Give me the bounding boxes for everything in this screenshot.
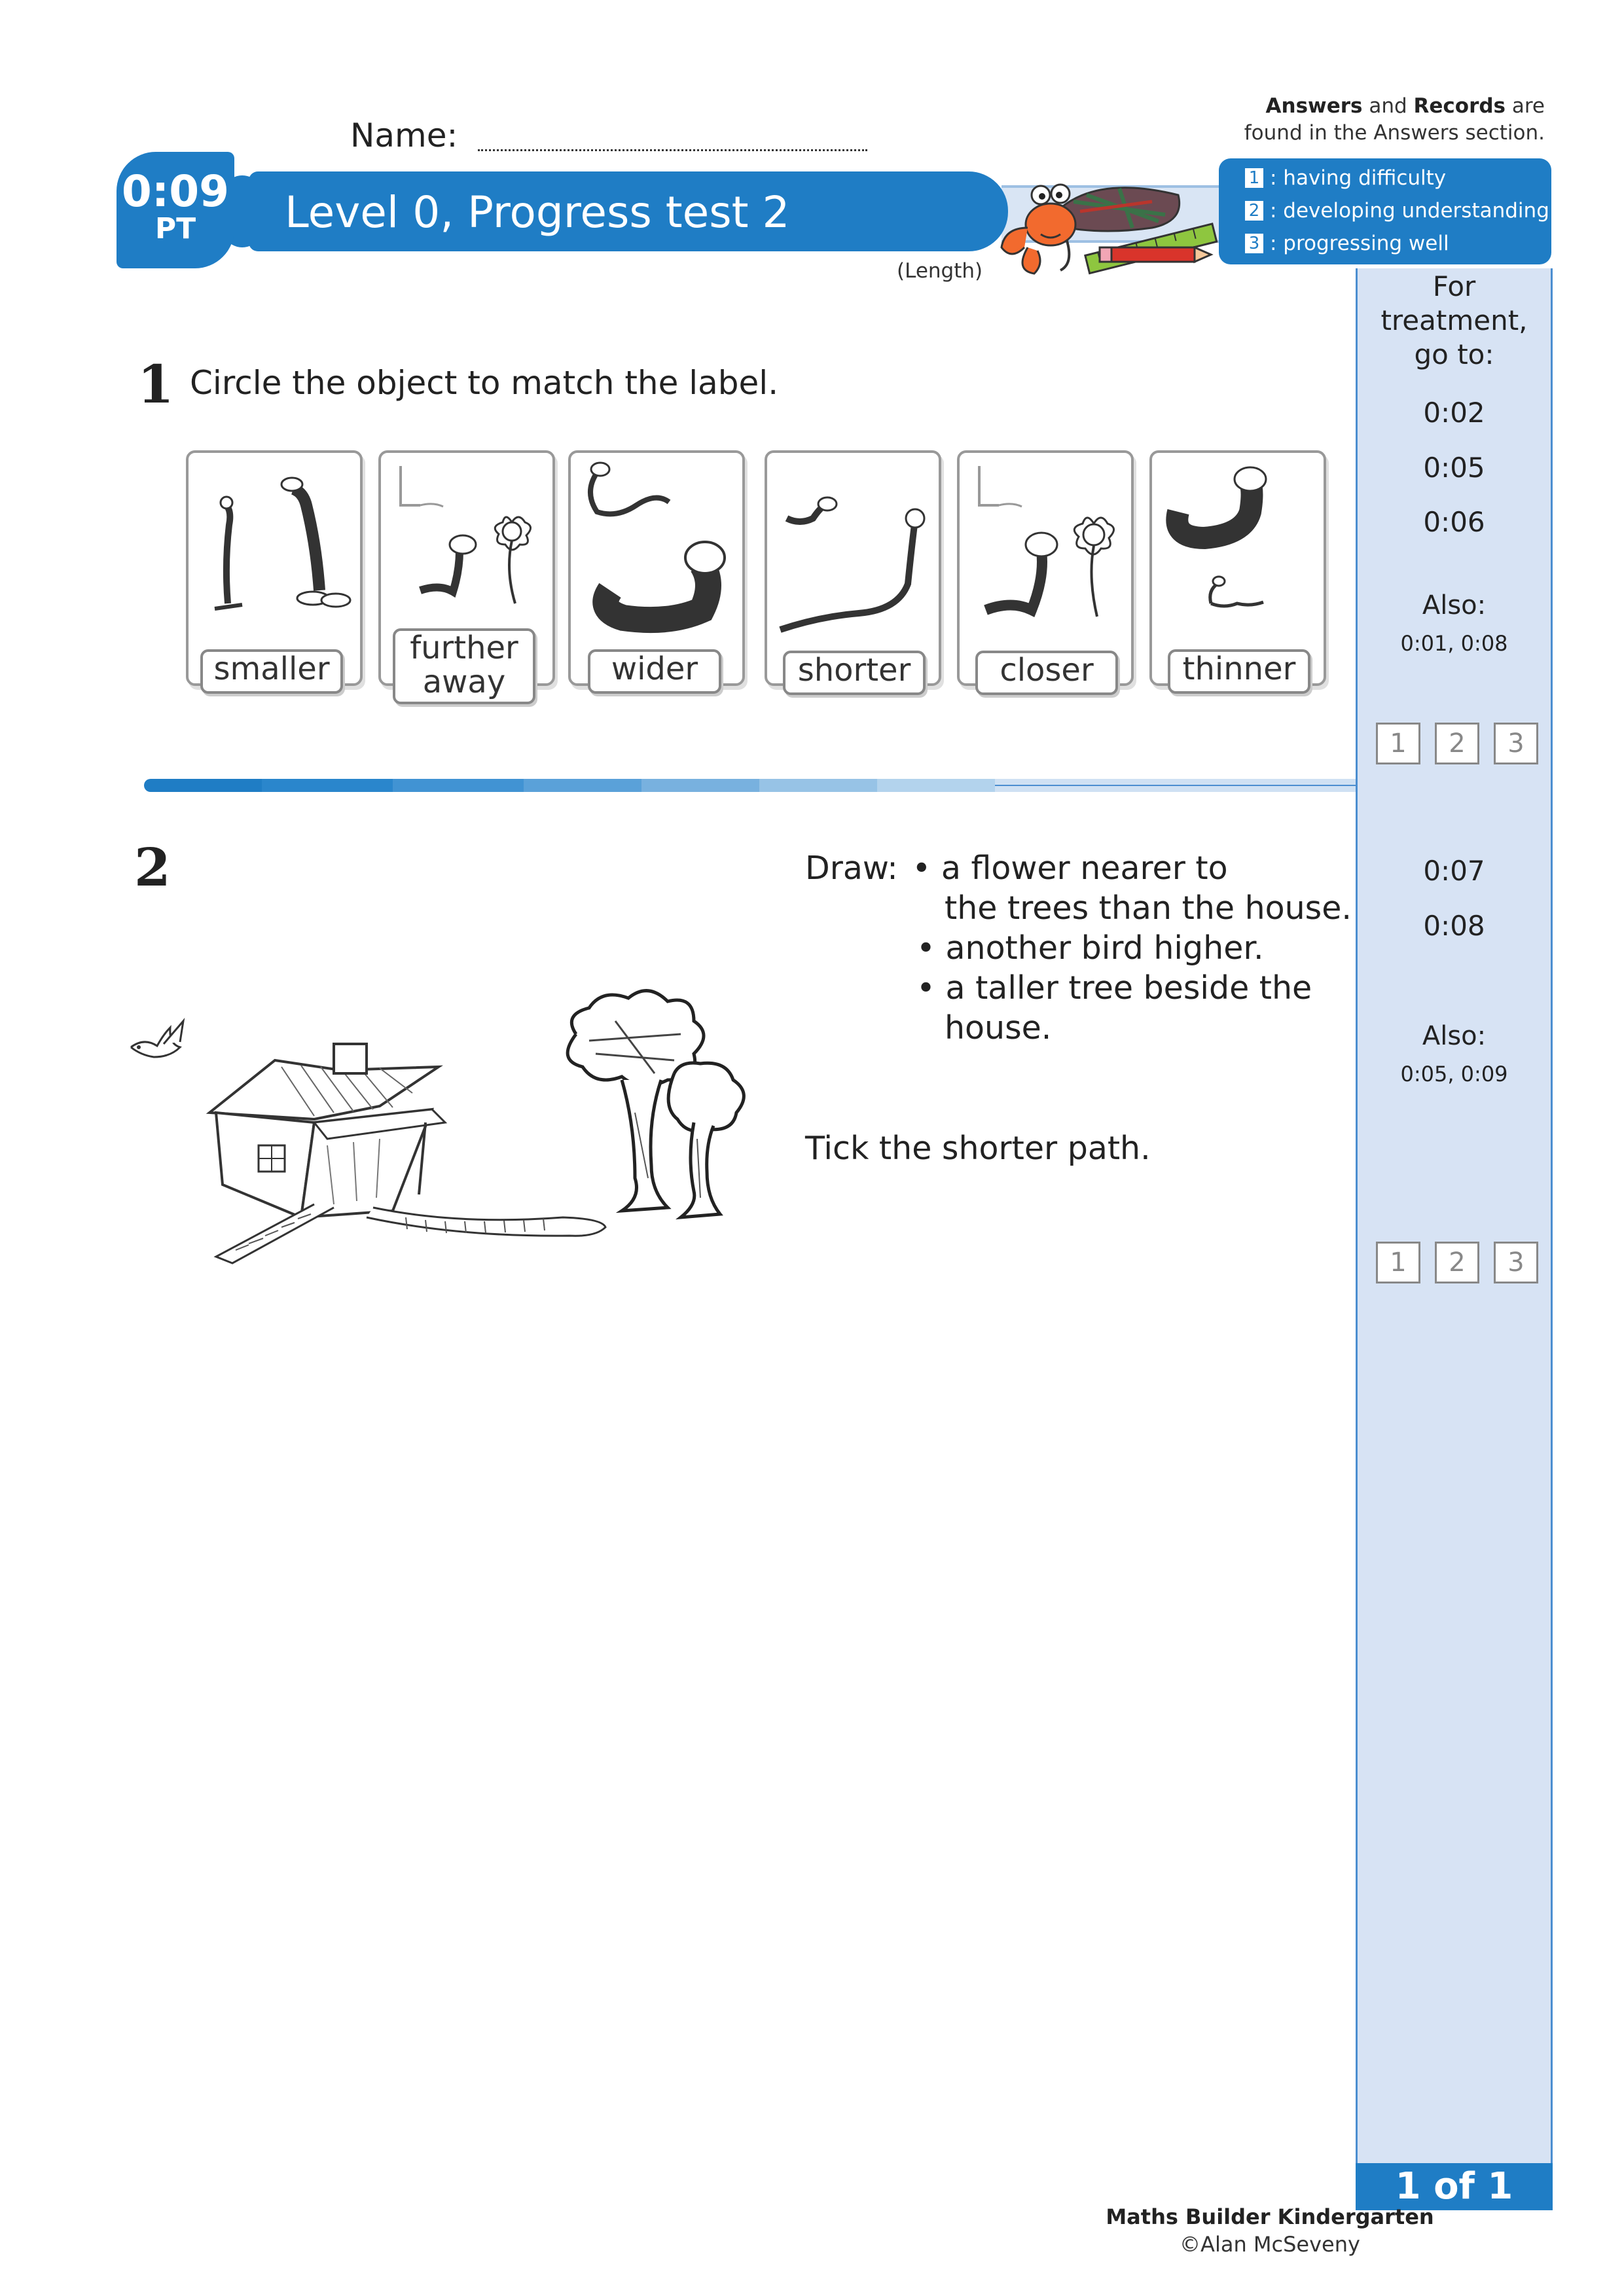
question-number: 2 xyxy=(134,836,171,898)
treatment-code: 0:06 xyxy=(1423,506,1485,538)
worms-length-illustration xyxy=(767,453,939,649)
sidebar-heading xyxy=(1356,270,1553,372)
worms-height-illustration xyxy=(189,453,360,649)
score-box-2[interactable]: 2 xyxy=(1435,723,1479,764)
option-label-text: smaller xyxy=(213,651,330,687)
name-label: Name: xyxy=(350,117,458,154)
question-prompt: Circle the object to match the label. xyxy=(190,364,779,402)
question-number: 1 xyxy=(137,353,174,415)
bullet-icon: • xyxy=(916,969,935,1007)
instruction-line: the trees than the house. xyxy=(945,889,1352,927)
also-label: Also: xyxy=(1422,590,1487,620)
option-label-text: wider xyxy=(611,651,698,687)
option-label-line2: away xyxy=(422,664,506,700)
legend-row xyxy=(1245,165,1446,191)
score-box-3[interactable]: 3 xyxy=(1494,723,1538,764)
score-box-1[interactable]: 1 xyxy=(1376,723,1420,764)
option-label xyxy=(588,649,721,694)
draw-instructions xyxy=(805,848,1352,1048)
crab-mascot-illustration xyxy=(988,149,1224,280)
footer-book-title: Maths Builder Kindergarten xyxy=(1106,2204,1434,2229)
option-label-text: shorter xyxy=(797,652,911,689)
records-word: Records xyxy=(1413,94,1506,118)
option-label xyxy=(975,651,1118,695)
option-label-text: closer xyxy=(1000,652,1094,689)
legend-number: 3 xyxy=(1245,234,1263,253)
answers-note-and: and xyxy=(1362,94,1414,118)
answers-note xyxy=(1204,93,1545,147)
instruction-line: house. xyxy=(945,1009,1052,1047)
legend-row xyxy=(1245,198,1549,224)
option-label xyxy=(783,651,926,695)
also-codes: 0:05, 0:09 xyxy=(1400,1062,1508,1086)
draw-row xyxy=(805,848,1352,888)
legend-text: : developing understanding xyxy=(1270,199,1549,223)
treatment-code: 0:07 xyxy=(1423,855,1485,887)
worm-flower-illustration xyxy=(960,453,1131,649)
option-label xyxy=(393,628,535,704)
option-label-line1: further xyxy=(410,630,518,666)
footer-copyright: ©Alan McSeveny xyxy=(1180,2232,1360,2257)
score-box-2[interactable]: 2 xyxy=(1435,1242,1479,1283)
worm-flower-illustration xyxy=(381,453,552,649)
instruction-line: another bird higher. xyxy=(945,929,1264,967)
worms-thickness-illustration xyxy=(1152,453,1324,649)
bird-illustration xyxy=(131,1021,183,1057)
instruction-line: a flower nearer to xyxy=(941,850,1228,887)
score-legend xyxy=(1219,158,1551,264)
also-label: Also: xyxy=(1422,1021,1487,1051)
answers-note-are: are xyxy=(1506,94,1545,118)
score-box-1[interactable]: 1 xyxy=(1376,1242,1420,1283)
option-label xyxy=(200,649,343,694)
option-card-wider[interactable] xyxy=(568,450,745,686)
sidebar-heading-line1: For treatment, xyxy=(1380,270,1528,336)
trees-illustration xyxy=(568,991,744,1217)
draw-row xyxy=(805,968,1352,1008)
draw-row xyxy=(805,928,1352,968)
draw-label: Draw: xyxy=(805,850,898,887)
option-card-smaller[interactable] xyxy=(186,450,363,686)
treatment-code: 0:05 xyxy=(1423,452,1485,484)
legend-row xyxy=(1245,230,1449,257)
option-card-thinner[interactable] xyxy=(1149,450,1326,686)
bullet-icon: • xyxy=(912,850,931,887)
section-divider xyxy=(144,778,1356,793)
also-codes: 0:01, 0:08 xyxy=(1400,631,1508,656)
name-write-line[interactable] xyxy=(478,149,867,151)
bullet-icon: • xyxy=(916,929,935,967)
worms-width-illustration xyxy=(571,453,742,649)
treatment-code: 0:08 xyxy=(1423,910,1485,942)
treatment-code: 0:02 xyxy=(1423,397,1485,429)
option-card-further-away[interactable] xyxy=(378,450,555,700)
page-title: Level 0, Progress test 2 xyxy=(285,187,790,238)
answers-note-line2: found in the Answers section. xyxy=(1244,121,1545,145)
legend-text: : having difficulty xyxy=(1270,166,1447,190)
option-card-shorter[interactable] xyxy=(765,450,941,689)
option-label xyxy=(1168,649,1310,694)
paths-illustration xyxy=(216,1204,605,1263)
treatment-sidebar xyxy=(1356,268,1553,2166)
house-illustration xyxy=(209,1044,445,1217)
instruction-line: a taller tree beside the xyxy=(945,969,1312,1007)
legend-number: 2 xyxy=(1245,201,1263,221)
badge-sub: PT xyxy=(154,212,196,245)
option-card-closer[interactable] xyxy=(957,450,1134,689)
option-label-text: thinner xyxy=(1182,651,1296,687)
test-badge xyxy=(117,152,234,268)
tick-prompt: Tick the shorter path. xyxy=(805,1130,1151,1167)
answers-word: Answers xyxy=(1265,94,1363,118)
page-counter: 1 of 1 xyxy=(1356,2163,1553,2210)
house-trees-scene[interactable] xyxy=(118,982,785,1276)
badge-code: 0:09 xyxy=(121,166,230,217)
legend-text: : progressing well xyxy=(1270,232,1449,255)
legend-number: 1 xyxy=(1245,168,1263,188)
page-subtitle: (Length) xyxy=(897,259,983,283)
score-box-3[interactable]: 3 xyxy=(1494,1242,1538,1283)
sidebar-heading-line2: go to: xyxy=(1414,338,1494,370)
